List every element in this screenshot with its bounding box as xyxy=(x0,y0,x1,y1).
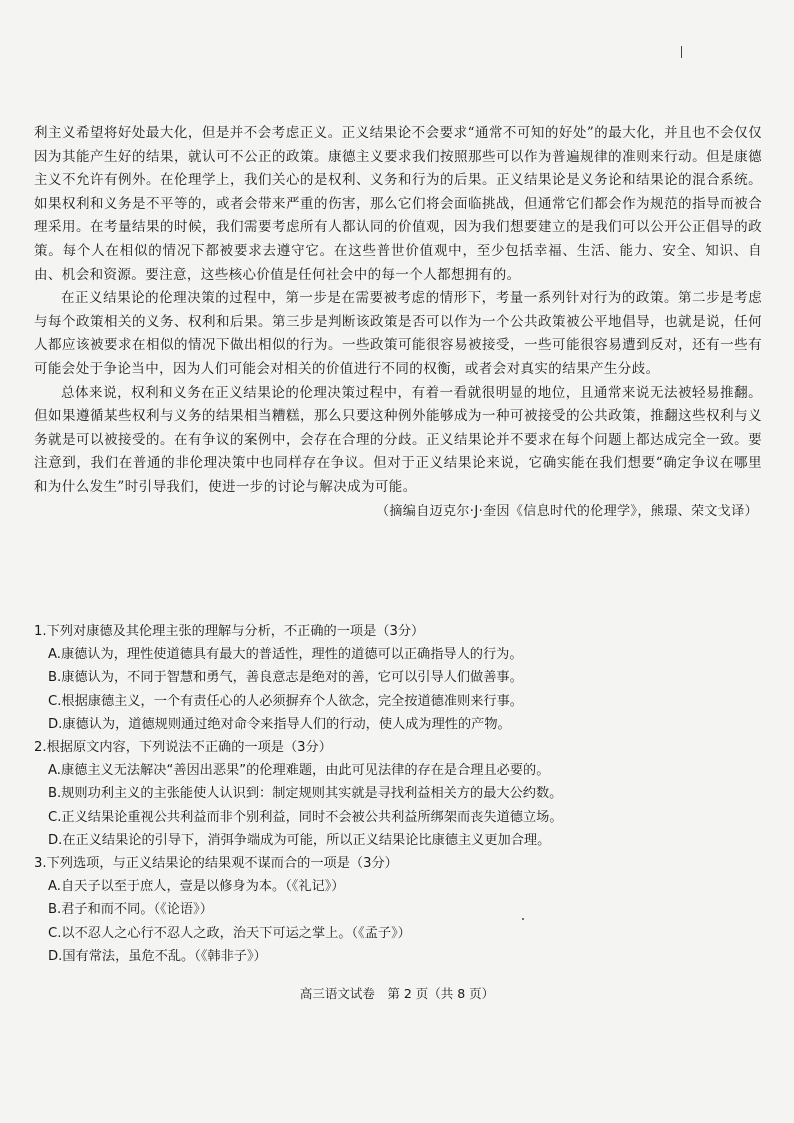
question-option: B.规则功利主义的主张能使人认识到：制定规则其实就是寻找利益相关方的最大公约数。 xyxy=(48,786,563,802)
passage-paragraph: 总体来说，权利和义务在正义结果论的伦理决策过程中，有着一看就很明显的地位，且通常来说无法被轻易推翻。但如果遵循某些权利与义务的结果相当糟糕，那么只要这种例外能够成为一种可被接受的公共政策，推翻这些权利与义务就是可以被接受的。在有争议的案例中，会存在合理的分歧。正义结果论并不要求在每个问题上都达成完全一致。要注意到，我们在普通的非伦理决策中也同样存在争议。但对于正义结果论来说，它确实能在我们想要“确定争议在哪里和为什么发生”时引导我们，使进一步的讨论与解决成为可能。 xyxy=(34,384,762,495)
question-3 xyxy=(34,852,762,968)
question-option: D.康德认为，道德规则通过绝对命令来指导人们的行动，使人成为理性的产物。 xyxy=(48,716,511,732)
question-option: C.正义结果论重视公共利益而非个别利益，同时不会被公共利益所绑架而丧失道德立场。 xyxy=(48,809,563,825)
passage-paragraph: 利主义希望将好处最大化，但是并不会考虑正义。正义结果论不会要求“通常不可知的好处”的最大化，并且也不会仅仅因为其能产生好的结果，就认可不公正的政策。康德主义要求我们按照那些可以作为普遍规律的准则来行动。但是康德主义不允许有例外。在伦理学上，我们关心的是权利、义务和行为的后果。正义结果论是义务论和结果论的混合系统。如果权利和义务是不平等的，或者会带来严重的伤害，那么它们将会面临挑战，但通常它们都会作为规范的指导而被合理采用。在考量结果的时候，我们需要考虑所有人都认同的价值观，因为我们想要建立的是我们可以公开公正倡导的政策。每个人在相似的情况下都被要求去遵守它。在这些普世价值观中，至少包括幸福、生活、能力、安全、知识、自由、机会和资源。要注意，这些核心价值是任何社会中的每一个人都想拥有的。 xyxy=(34,125,762,283)
question-option: C.以不忍人之心行不忍人之政，治天下可运之掌上。（《孟子》） xyxy=(48,925,411,941)
question-option: D.国有常法，虽危不乱。（《韩非子》） xyxy=(48,948,267,964)
question-2 xyxy=(34,736,762,852)
question-option: C.根据康德主义，一个有责任心的人必须摒弃个人欲念，完全按道德准则来行事。 xyxy=(48,693,523,709)
question-1 xyxy=(34,620,762,736)
question-option: A.康德主义无法解决“善因出恶果”的伦理难题，由此可见法律的存在是合理且必要的。 xyxy=(48,763,550,779)
question-stem: 3.下列选项，与正义结果论的结果观不谋而合的一项是（3分） xyxy=(34,856,398,872)
question-option: B.君子和而不同。（《论语》） xyxy=(48,902,213,918)
question-option: B.康德认为，不同于智慧和勇气，善良意志是绝对的善，它可以引导人们做善事。 xyxy=(48,670,523,686)
question-option: A.自天子以至于庶人，壹是以修身为本。（《礼记》） xyxy=(48,879,345,895)
question-option: A.康德认为，理性使道德具有最大的普适性，理性的道德可以正确指导人的行为。 xyxy=(48,647,523,663)
question-list xyxy=(34,620,762,968)
question-option: D.在正义结果论的引导下，消弭争端成为可能，所以正义结果论比康德主义更加合理。 xyxy=(48,832,551,848)
question-stem: 1.下列对康德及其伦理主张的理解与分析，不正确的一项是（3分） xyxy=(34,624,425,639)
passage-paragraph: 在正义结果论的伦理决策的过程中，第一步是在需要被考虑的情形下，考量一系列针对行为的政策。第二步是考虑与每个政策相关的义务、权利和后果。第三步是判断该政策是否可以作为一个公共政策被公平地倡导，也就是说，任何人都应该被要求在相似的情况下做出相似的行为。一些政策可能很容易被接受，一些可能很容易遭到反对，还有一些有可能会处于争论当中，因为人们可能会对相关的价值进行不同的权衡，或者会对真实的结果产生分歧。 xyxy=(34,290,762,377)
reading-passage xyxy=(34,122,762,523)
scan-mark xyxy=(681,46,682,58)
passage-source: （摘编自迈克尔·J·奎因《信息时代的伦理学》，熊璟、荣文戈译） xyxy=(376,503,758,519)
question-stem: 2.根据原文内容，下列说法不正确的一项是（3分） xyxy=(34,740,332,756)
page-footer: 高三语文试卷 第 2 页（共 8 页） xyxy=(299,986,495,1001)
